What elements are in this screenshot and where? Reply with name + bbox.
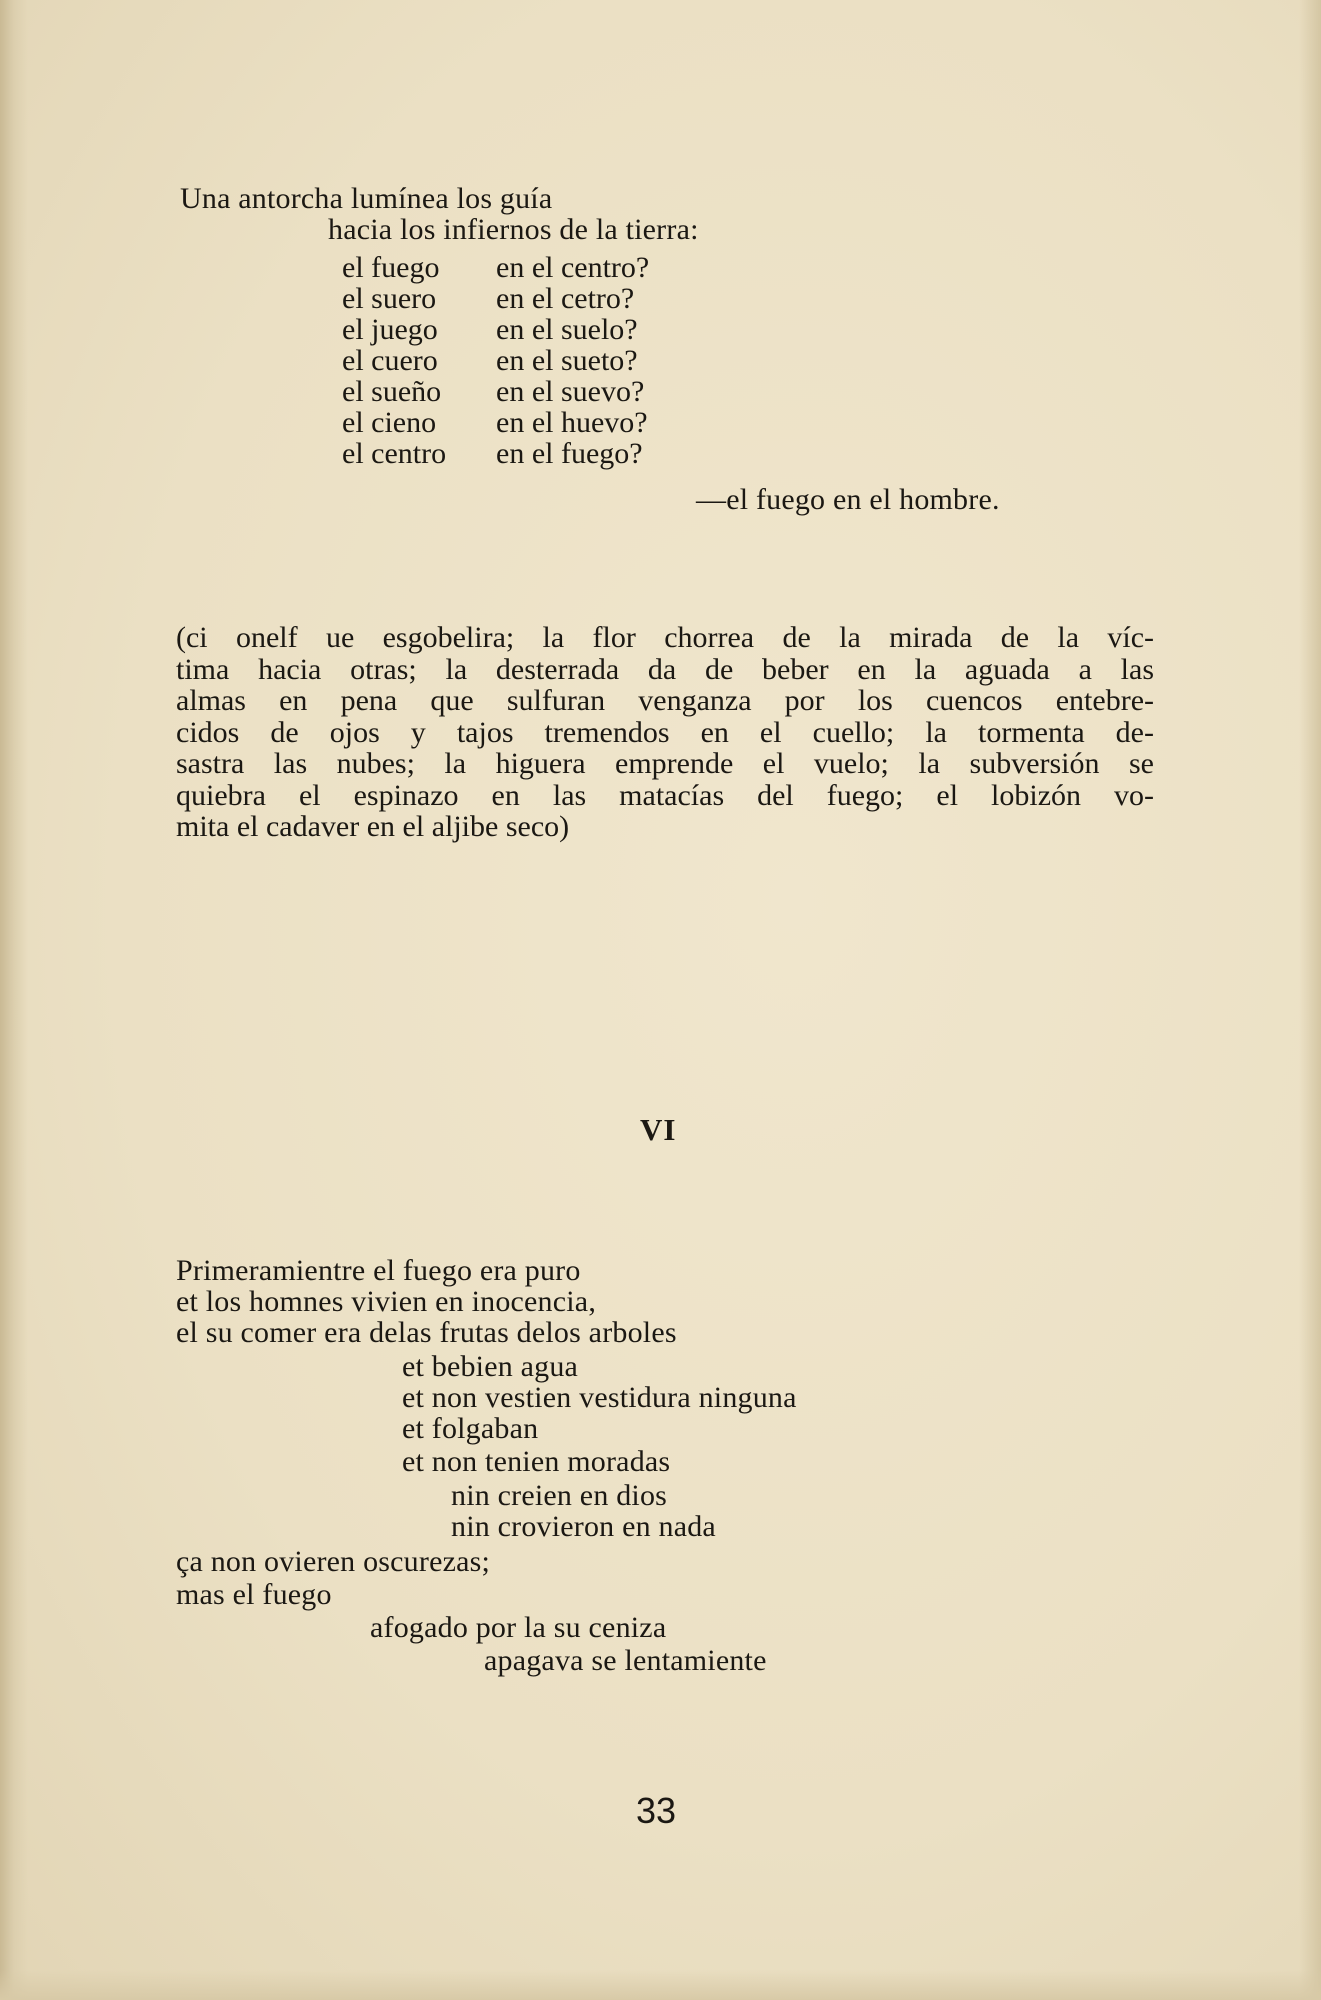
stanza1-row-b: en el fuego?	[496, 437, 643, 470]
stanza1-row-a: el suero	[342, 282, 437, 315]
stanza1-line1: Una antorcha lumínea los guía	[180, 182, 553, 215]
stanza1-line2: hacia los infiernos de la tierra:	[328, 213, 699, 246]
stanza1-closing: —el fuego en el hombre.	[696, 483, 1000, 516]
stanza2-line: nin creien en dios	[451, 1479, 668, 1512]
stanza1-row-a: el cuero	[342, 344, 438, 377]
stanza2-line: ça non ovieren oscurezas;	[176, 1545, 491, 1578]
stanza2-line: mas el fuego	[176, 1578, 332, 1611]
stanza1-row-b: en el centro?	[496, 251, 650, 284]
page-number: 33	[636, 1790, 677, 1831]
prose-line: (ci onelf ue esgobelira; la flor chorrea de la mirada de la víc-	[176, 621, 1154, 654]
stanza1-row-b: en el huevo?	[496, 406, 648, 439]
stanza1-row-b: en el sueto?	[496, 344, 638, 377]
stanza2-line: et non tenien moradas	[402, 1445, 671, 1478]
stanza1-row-a: el fuego	[342, 251, 440, 284]
stanza1-row-a: el sueño	[342, 375, 442, 408]
stanza2-line: Primeramientre el fuego era puro	[176, 1254, 581, 1287]
page-edge-right	[1299, 0, 1321, 2000]
stanza1-row-a: el juego	[342, 313, 438, 346]
stanza1-row-b: en el cetro?	[496, 282, 635, 315]
stanza2-line: et los homnes vivien en inocencia,	[176, 1285, 597, 1318]
prose-line: almas en pena que sulfuran venganza por los cuencos entebre-	[176, 684, 1154, 717]
prose-line: cidos de ojos y tajos tremendos en el cuello; la tormenta de-	[176, 715, 1154, 749]
stanza2-line: et non vestien vestidura ninguna	[402, 1381, 797, 1414]
parenthetical-paragraph	[176, 622, 1154, 843]
stanza2-line: el su comer era delas frutas delos arboles	[176, 1316, 677, 1349]
stanza1-row-a: el cieno	[342, 406, 437, 439]
page-edge-bottom	[0, 1970, 1321, 2000]
stanza2-line: et bebien agua	[402, 1350, 579, 1383]
stanza2-line: et folgaban	[402, 1412, 539, 1445]
stanza1-row-b: en el suevo?	[496, 375, 645, 408]
stanza2-line: afogado por la su ceniza	[370, 1611, 667, 1644]
section-heading: VI	[640, 1112, 677, 1147]
prose-line: quiebra el espinazo en las matacías del fuego; el lobizón vo-	[176, 778, 1154, 812]
spine-shadow	[0, 0, 28, 2000]
prose-line: tima hacia otras; la desterrada da de beber en la aguada a las	[176, 652, 1154, 686]
stanza2-line: nin crovieron en nada	[451, 1510, 716, 1543]
stanza1-row-a: el centro	[342, 437, 447, 470]
stanza1-row-b: en el suelo?	[496, 313, 638, 346]
prose-line: sastra las nubes; la higuera emprende el vuelo; la subversión se	[176, 747, 1154, 780]
prose-line: mita el cadaver en el aljibe seco)	[176, 810, 570, 843]
stanza2-line: apagava se lentamiente	[484, 1644, 767, 1677]
